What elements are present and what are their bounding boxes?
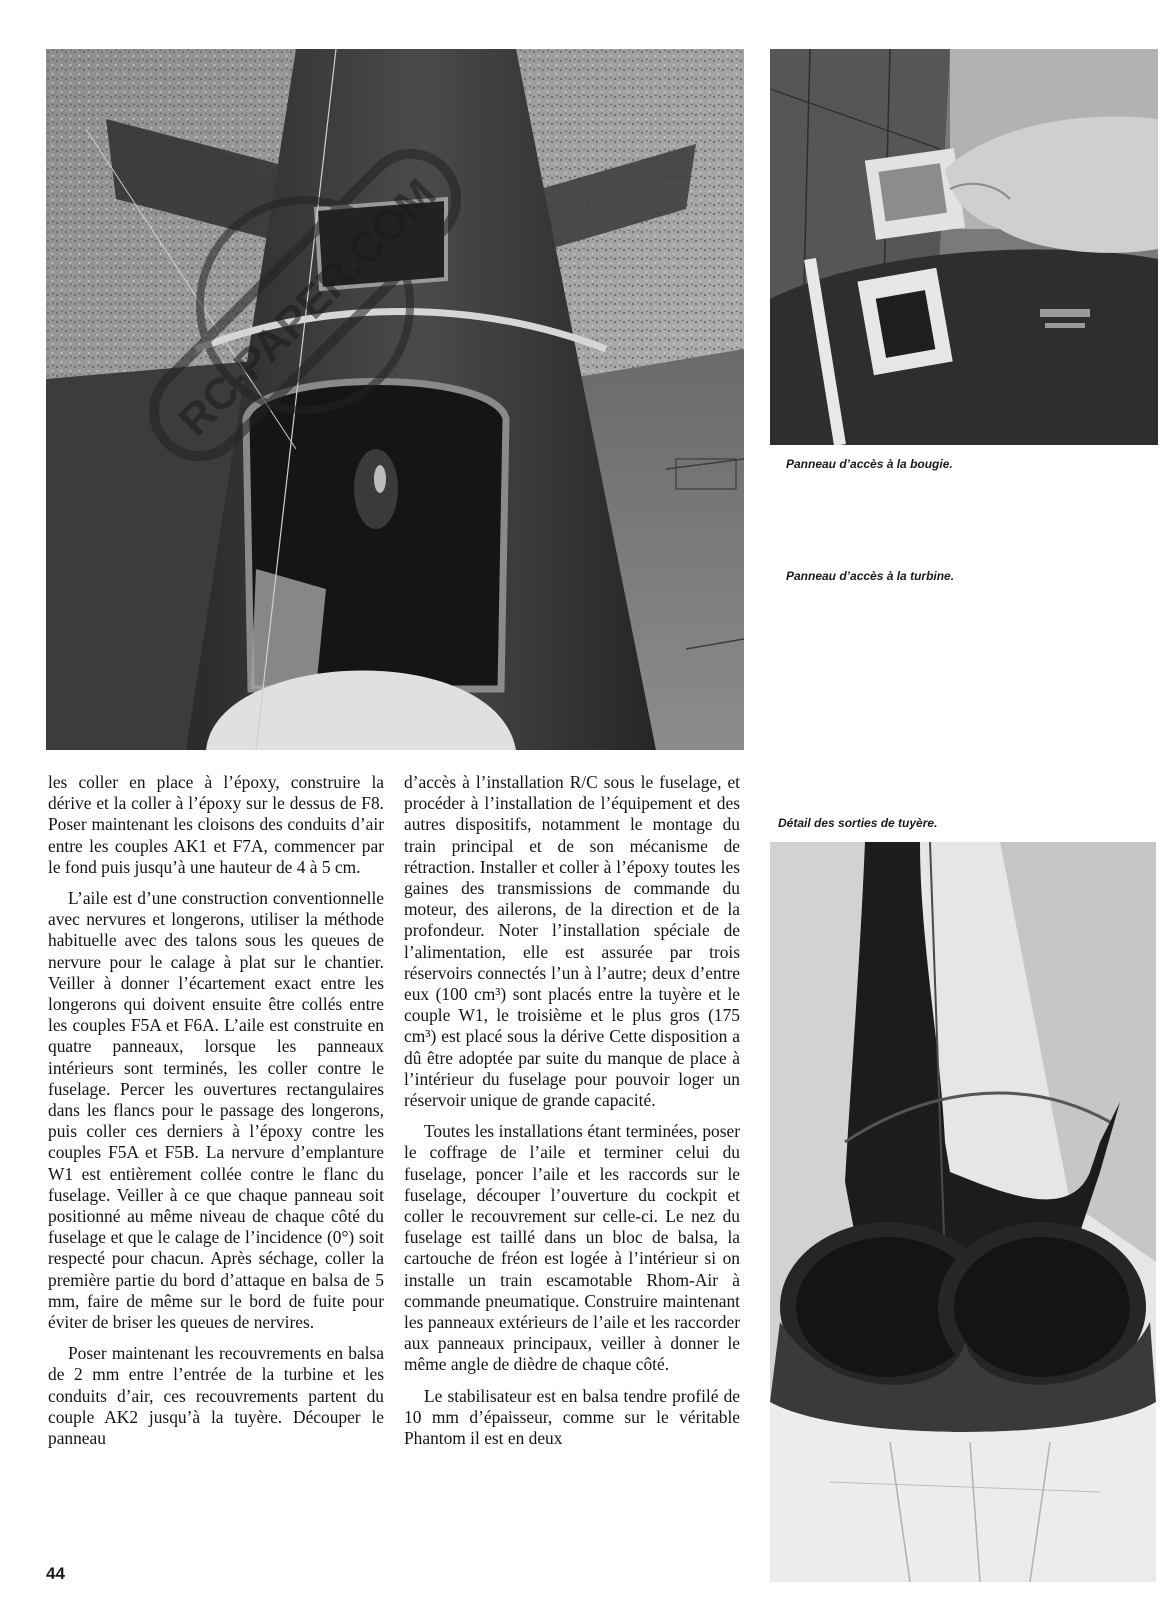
photo-nozzle-exits — [770, 842, 1156, 1582]
article-paragraph: Le stabilisateur est en balsa tendre profilé de 10 mm d’épaisseur, comme sur le véritable Phantom il est en deux — [404, 1385, 740, 1449]
photo-access-panel-image — [770, 49, 1158, 445]
photo-access-panel — [770, 49, 1158, 445]
article-paragraph: Poser maintenant les recouvrements en balsa de 2 mm entre l’entrée de la turbine et les conduits d’air, ces recouvrements partent du couple AK2 jusqu’à la tuyère. Découper le panneau — [48, 1343, 384, 1449]
caption-turbine: Panneau d’accès à la turbine. — [786, 569, 955, 583]
photo-nozzle-exits-image — [770, 842, 1156, 1582]
watermark-logo — [90, 90, 520, 520]
article-paragraph: les coller en place à l’époxy, construire la dérive et la coller à l’époxy sur le dessus de F8. Poser maintenant les cloisons des conduits d’air entre les couples AK1 et F7A, commencer par le fond puis jusqu’à une hauteur de 4 à 5 cm. — [48, 772, 384, 877]
article-paragraph: d’accès à l’installation R/C sous le fuselage, et procéder à l’installation de l’équipement et des autres dispositifs, notamment le montage du train principal et de son mécanisme de rétraction. Installer et coller à l’époxy toutes les gaines des transmissions de commande du moteur, des ailerons, de la direction et de la profondeur. Noter l’installation spéciale de l’alimentation, elle est assurée par trois réservoirs connectés l’un à l’autre; deux d’entre eux (100 cm³) sont placés entre la tuyère et le couple W1, le troisième et le plus gros (175 cm³) est placé sous la dérive Cette disposition a dû être adoptée par suite du manque de place à l’intérieur du fuselage pour pouvoir loger un réservoir unique de grande capacité. — [404, 772, 740, 1111]
caption-bougie: Panneau d’accès à la bougie. — [786, 457, 953, 471]
article-column-2 — [404, 772, 740, 1459]
article-paragraph: L’aile est d’une construction conventionnelle avec nervures et longerons, utiliser la méthode habituelle avec des talons sous les queues de nervure pour le calage à plat sur le chantier. Veiller à donner l’écartement exact entre les longerons qui doivent ensuite être collés entre les couples F5A et F6A. L’aile est construite en quatre panneaux, lorsque les panneaux intérieurs sont terminés, les coller contre le fuselage. Percer les ouvertures rectangulaires dans les flancs pour le passage des longerons, puis coller ces derniers à l’époxy contre les couples F5A et F5B. La nervure d’emplanture W1 est entièrement collée contre le flanc du fuselage. Veiller à ce que chaque panneau soit positionné au même niveau de chaque côté du fuselage et que le calage de l’incidence (0°) soit respecté pour chacun. Après séchage, coller la première partie du bord d’attaque en balsa de 5 mm, faire de même sur le bord de fuite pour éviter de briser les queues de nervires. — [48, 888, 384, 1333]
page-number: 44 — [46, 1564, 65, 1583]
watermark-text: RC-PAPER.COM — [169, 169, 446, 446]
article-column-1 — [48, 772, 384, 1459]
caption-tuyere: Détail des sorties de tuyère. — [778, 816, 938, 830]
article-paragraph: Toutes les installations étant terminées, poser le coffrage de l’aile et terminer celui du fuselage, poncer l’aile et les raccords sur le fuselage, découper l’ouverture du cockpit et coller le recouvrement sur celle-ci. Le nez du fuselage est taillé dans un bloc de balsa, la cartouche de fréon est logée à l’intérieur si on installe un train escamotable Rhom-Air à commande pneumatique. Construire maintenant les panneaux extérieurs de l’aile et les raccorder aux panneaux principaux, veiller à donner le même angle de dièdre de chaque côté. — [404, 1121, 740, 1375]
